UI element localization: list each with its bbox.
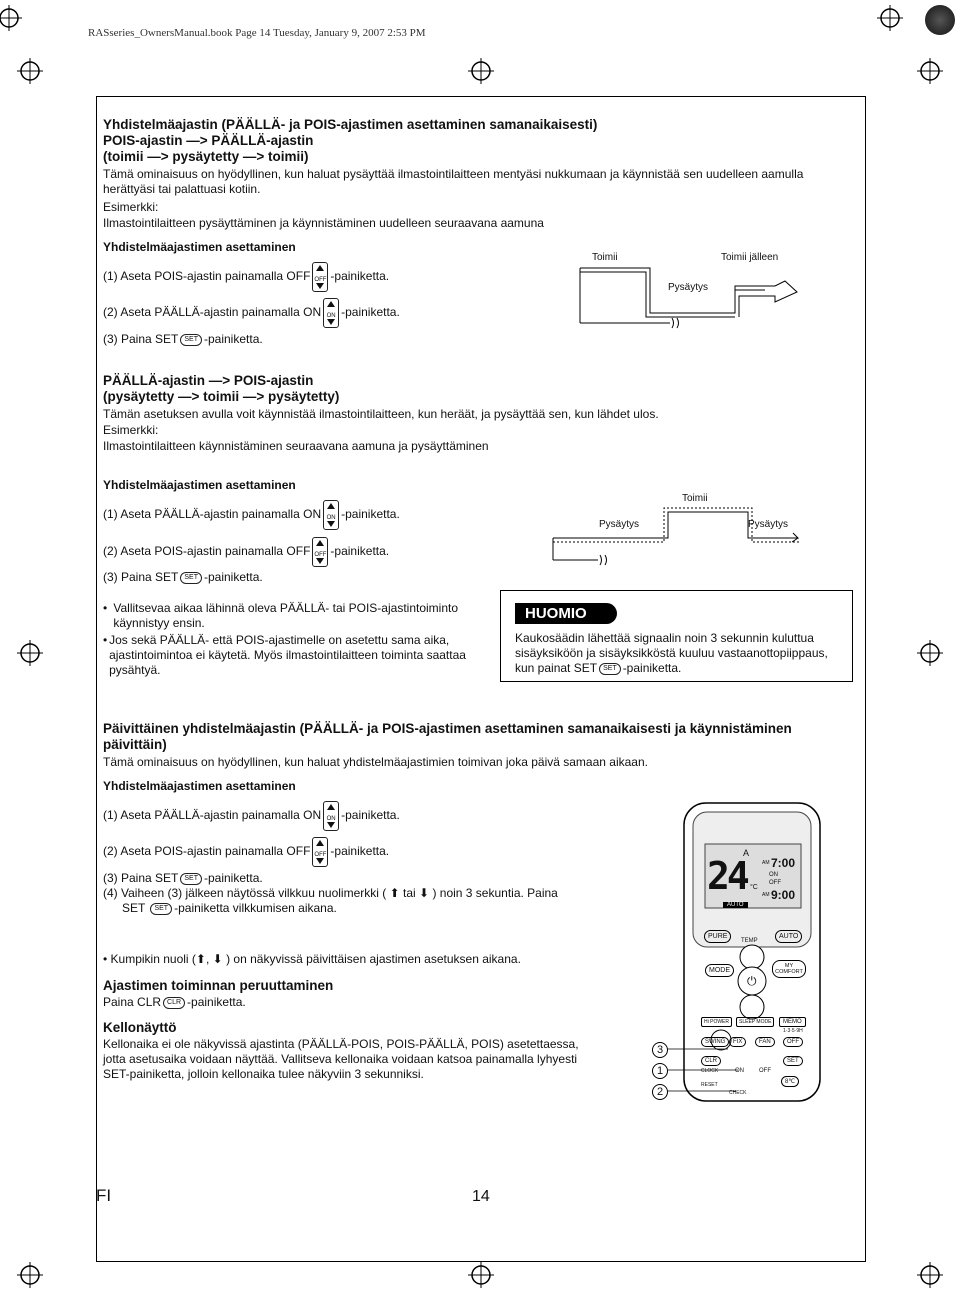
section2-subtitle: (pysäytetty —> toimii —> pysäytetty): [103, 389, 340, 404]
set-button-icon: SET: [599, 663, 621, 675]
diagram1-run-label: Toimii: [592, 252, 618, 263]
section1-heading: [103, 117, 843, 165]
remote-on-button: ON: [735, 1068, 744, 1074]
diagram1-stop-label: Pysäytys: [668, 282, 709, 293]
callout-2: 2: [652, 1084, 668, 1100]
remote-hipower-button: Hi POWER: [701, 1017, 732, 1027]
remote-fan-button: FAN: [755, 1037, 775, 1047]
section2-setting-title: Yhdistelmäajastimen asettaminen: [103, 478, 296, 492]
remote-auto-badge: AUTO: [723, 902, 748, 908]
registration-mark: [468, 1262, 494, 1288]
section2-step3: (3) Paina SET SET -painiketta.: [103, 570, 263, 584]
set-button-icon: SET: [180, 873, 202, 885]
set-button-icon: SET: [150, 903, 172, 915]
callout-1: 1: [652, 1063, 668, 1079]
remote-reset-label: RESET: [701, 1082, 718, 1088]
arrow-up-icon: ⬆: [195, 952, 206, 966]
section3-setting-title: Yhdistelmäajastimen asettaminen: [103, 779, 296, 793]
cancel-title: Ajastimen toiminnan peruuttaminen: [103, 978, 334, 993]
section2-bullet-list: [103, 601, 493, 678]
set-button-icon: SET: [180, 334, 202, 346]
on-button-icon: ON: [323, 298, 339, 328]
color-bar-dot: [925, 5, 955, 35]
remote-mode-button: MODE: [705, 964, 734, 977]
note-title: HUOMIO: [515, 603, 617, 624]
section1-step1: (1) Aseta POIS-ajastin painamalla OFF OFF -painiketta.: [103, 262, 389, 292]
remote-fix-button: FIX: [729, 1037, 746, 1047]
section3-step1: (1) Aseta PÄÄLLÄ-ajastin painamalla ON ON -painiketta.: [103, 801, 400, 831]
section3-step4: (4) Vaiheen (3) jälkeen näytössä vilkkuu nuolimerkki ( ⬆ tai ⬇ ) noin 3 sekuntia. Paina SET SET -painiketta vilkkumisen aikana.: [103, 886, 558, 915]
clock-text: Kellonaika ei ole näkyvissä ajastinta (PÄÄLLÄ-POIS, POIS-PÄÄLLÄ, POIS) asetettaessa, jotta asetusaika voidaan näyttää. Vallitseva kellonaika voidaan katsoa painamalla lyhyesti SET-painiketta, jolloin kellonaika tulee näkyviin 3 sekunniksi.: [103, 1037, 579, 1081]
section3-bullet: • Kumpikin nuoli (⬆, ⬇ ) on näkyvissä päivittäisen ajastimen asetuksen aikana.: [103, 952, 521, 966]
arrow-up-icon: ⬆: [389, 886, 400, 900]
remote-on-indicator: ON: [769, 872, 778, 878]
remote-memo-sub: 1·3·5·9H: [783, 1028, 803, 1034]
remote-off-indicator: OFF: [769, 880, 781, 886]
arrow-down-icon: ⬇: [212, 952, 223, 966]
registration-mark: [877, 5, 903, 31]
remote-set-button: SET: [783, 1056, 803, 1066]
remote-clr-button: CLR: [701, 1056, 721, 1066]
remote-swing-button: SWING: [701, 1037, 729, 1047]
remote-auto-button: AUTO: [775, 930, 802, 943]
section3-desc: Tämä ominaisuus on hyödyllinen, kun haluat yhdistelmäajastimien toimivan joka päivä samaan aikaan.: [103, 755, 648, 769]
remote-sleep-button: SLEEP MODE: [736, 1017, 774, 1027]
section1-title: Yhdistelmäajastin (PÄÄLLÄ- ja POIS-ajastimen asettaminen samanaikaisesti): [103, 117, 598, 132]
section1-desc: Tämä ominaisuus on hyödyllinen, kun haluat pysäyttää ilmastointilaitteen mentyäsi nukkumaan ja käynnistää sen uudelleen aamulla herättyäsi tai palattuasi kotiin.: [103, 167, 804, 196]
off-button-icon: OFF: [312, 837, 328, 867]
note-box: [500, 590, 853, 682]
remote-temp-button: TEMP: [741, 938, 758, 944]
section2-step1: (1) Aseta PÄÄLLÄ-ajastin painamalla ON ON -painiketta.: [103, 500, 400, 530]
remote-pure-button: PURE: [704, 930, 731, 943]
list-item: • Jos sekä PÄÄLLÄ- että POIS-ajastimelle on asetettu sama aika, ajastintoimintoa ei käytetä. Myös ilmastointilaitteen toiminta saattaa pysähtyä.: [103, 633, 466, 677]
remote-time1: 7:00: [771, 856, 796, 870]
section3-step3: (3) Paina SET SET -painiketta.: [103, 871, 263, 885]
off-button-icon: OFF: [312, 262, 328, 292]
registration-mark: [17, 1262, 43, 1288]
section2-example-label: Esimerkki:: [103, 423, 159, 437]
section2-heading: [103, 373, 339, 405]
diagram1-rerun-label: Toimii jälleen: [721, 252, 779, 263]
callout-leaders: [668, 1040, 738, 1100]
section3-title: Päivittäinen yhdistelmäajastin (PÄÄLLÄ- ja POIS-ajastimen asettaminen samanaikaisesti ja käynnistäminen päivittäin): [103, 721, 792, 752]
page-number: 14: [472, 1188, 490, 1205]
note-text: Kaukosäädin lähettää signaalin noin 3 sekunnin kuluttua sisäyksiköön ja sisäyksikköstä kuuluu vastaanottopiippaus, kun painat SET SET -painiketta.: [515, 631, 828, 675]
registration-mark: [917, 640, 943, 666]
diagram2-stop-label: Pysäytys: [599, 519, 640, 530]
remote-temp: 24: [707, 854, 747, 898]
power-icon: ⏻: [747, 974, 757, 988]
footer-language: FI: [96, 1186, 112, 1205]
set-button-icon: SET: [180, 572, 202, 584]
print-header: RASseries_OwnersManual.book Page 14 Tuesday, January 9, 2007 2:53 PM: [88, 27, 426, 39]
section2-example: Ilmastointilaitteen käynnistäminen seuraavana aamuna ja pysäyttäminen: [103, 439, 489, 453]
clr-button-icon: CLR: [163, 997, 185, 1009]
timer-diagram-2: [548, 500, 808, 570]
remote-am1: AM: [762, 860, 770, 866]
registration-mark: [17, 640, 43, 666]
on-button-icon: ON: [323, 500, 339, 530]
section1-step3: (3) Paina SET SET -painiketta.: [103, 332, 263, 346]
registration-mark: [917, 1262, 943, 1288]
section2-title: PÄÄLLÄ-ajastin —> POIS-ajastin: [103, 373, 314, 388]
section3-step2: (2) Aseta POIS-ajastin painamalla OFF OFF -painiketta.: [103, 837, 389, 867]
remote-am2: AM: [762, 892, 770, 898]
remote-off-button: OFF: [783, 1037, 803, 1047]
remote-check-label: CHECK: [729, 1090, 747, 1096]
diagram2-stop2-label: Pysäytys: [748, 519, 789, 530]
registration-mark: [17, 58, 43, 84]
callout-3: 3: [652, 1042, 668, 1058]
section1-setting-title: Yhdistelmäajastimen asettaminen: [103, 240, 296, 254]
remote-mycomfort-button: MY COMFORT: [772, 960, 806, 978]
registration-mark: [917, 58, 943, 84]
arrow-down-icon: ⬇: [419, 886, 430, 900]
registration-mark: [468, 58, 494, 84]
section1-example-label: Esimerkki:: [103, 200, 159, 214]
remote-memo-button: MEMO: [779, 1017, 806, 1027]
section1-subtitle: POIS-ajastin —> PÄÄLLÄ-ajastin: [103, 133, 314, 148]
remote-time2: 9:00: [771, 888, 796, 902]
remote-off2-button: OFF: [759, 1068, 771, 1074]
off-button-icon: OFF: [312, 537, 328, 567]
cancel-text: Paina CLR CLR -painiketta.: [103, 995, 246, 1009]
remote-8deg-button: 8℃: [781, 1076, 799, 1087]
clock-title: Kellonäyttö: [103, 1020, 177, 1035]
remote-mode-a: A: [743, 848, 750, 858]
on-button-icon: ON: [323, 801, 339, 831]
section1-example: Ilmastointilaitteen pysäyttäminen ja käynnistäminen uudelleen seuraavana aamuna: [103, 216, 544, 230]
remote-unit: °C: [750, 884, 758, 891]
section2-desc: Tämän asetuksen avulla voit käynnistää ilmastointilaitteen, kun heräät, ja pysäyttää sen, kun lähdet ulos.: [103, 407, 659, 421]
section2-step2: (2) Aseta POIS-ajastin painamalla OFF OFF -painiketta.: [103, 537, 389, 567]
list-item: • Vallitsevaa aikaa lähinnä oleva PÄÄLLÄ- tai POIS-ajastintoiminto käynnistyy ensin.: [103, 601, 459, 630]
diagram2-run-label: Toimii: [682, 493, 708, 504]
remote-clock-label: CLOCK: [701, 1068, 719, 1074]
registration-mark: [0, 5, 22, 31]
section1-subtitle2: (toimii —> pysäytetty —> toimii): [103, 149, 309, 164]
section1-step2: (2) Aseta PÄÄLLÄ-ajastin painamalla ON ON -painiketta.: [103, 298, 400, 328]
